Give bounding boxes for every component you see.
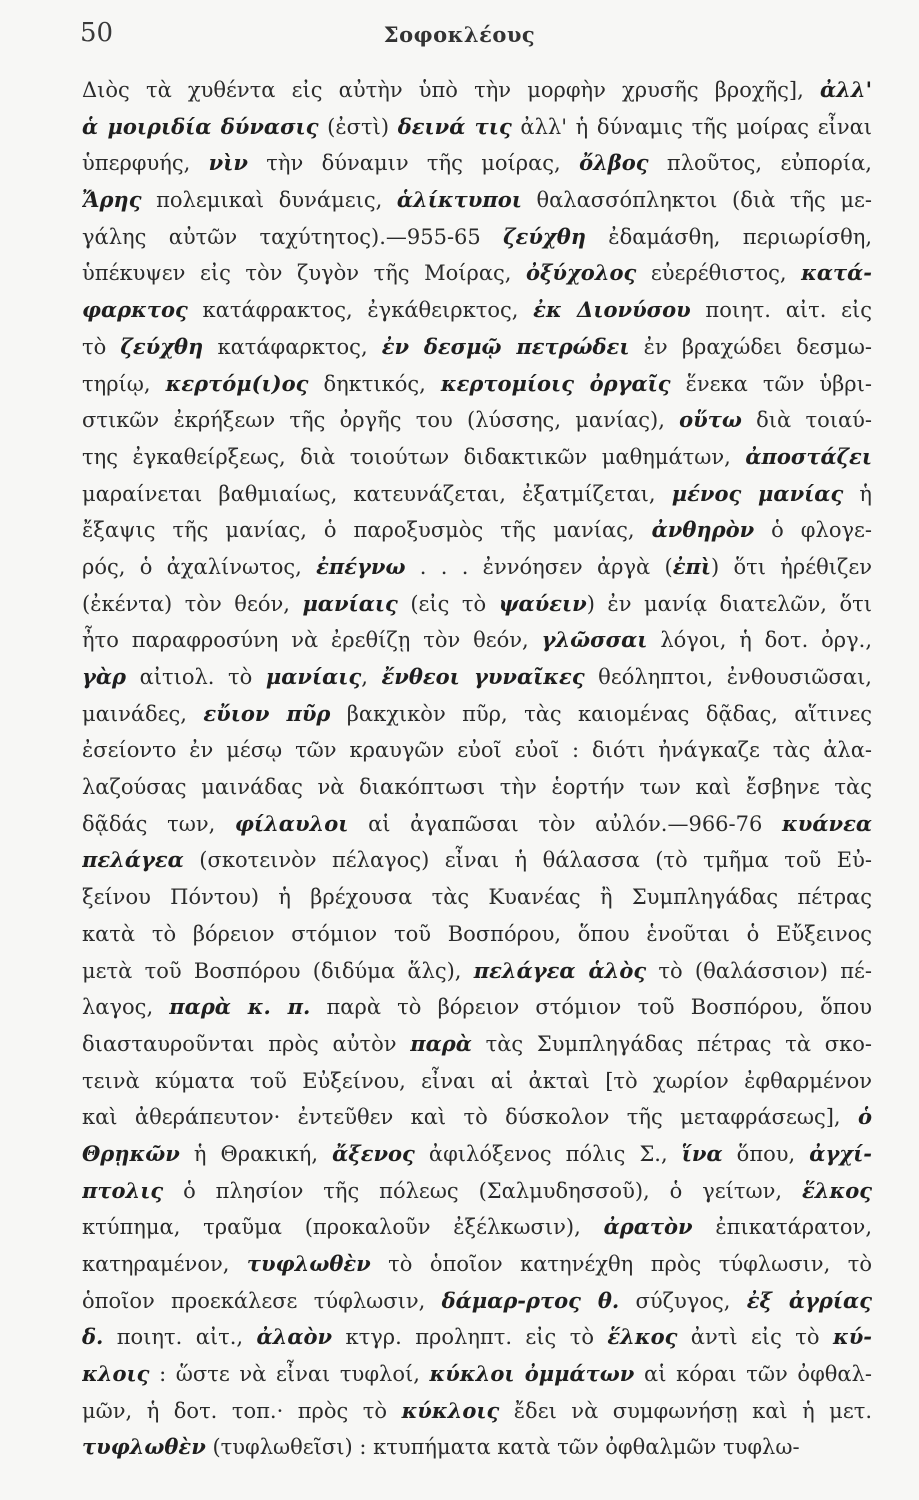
text-line: Διὸς τὰ χυθέντα εἰς αὐτὴν ὑπὸ τὴν μορφὴν χρυσῆς βροχῆς], ἀλλ' bbox=[82, 77, 872, 102]
text-line: δ. ποιητ. αἰτ., ἀλαὸν κτγρ. προληπτ. εἰς τὸ ἕλκος ἀντὶ εἰς τὸ κύ- bbox=[82, 1324, 872, 1350]
text-line: ξείνου Πόντου) ἡ βρέχουσα τὰς Κυανέας ἢ Συμπληγάδας πέτρας bbox=[82, 885, 872, 910]
text-line: τηρίῳ, κερτόμ(ι)ος δηκτικός, κερτομίοις ὀργαῖς ἕνεκα τῶν ὑβρι- bbox=[82, 370, 872, 396]
text-line: δᾷδάς των, φίλαυλοι αἱ ἀγαπῶσαι τὸν αὐλόν.—966-76 κυάνεα bbox=[82, 810, 872, 836]
text-line: ρός, ὁ ἀχαλίνωτος, ἐπέγνω . . . ἐννόησεν ἀργὰ (ἐπὶ) ὅτι ἠρέθιζεν bbox=[82, 553, 872, 579]
text-line: ἐσείοντο ἐν μέσῳ τῶν κραυγῶν εὐοῖ εὐοῖ : διότι ἠνάγκαζε τὰς ἀλα- bbox=[82, 738, 872, 763]
text-line: κατηραμένον, τυφλωθὲν τὸ ὁποῖον κατηνέχθη πρὸς τύφλωσιν, τὸ bbox=[82, 1251, 872, 1276]
page-number: 50 bbox=[80, 18, 114, 48]
text-line: ἁ μοιριδία δύνασις (ἐστὶ) δεινά τις ἀλλ' ἡ δύναμις τῆς μοίρας εἶναι bbox=[82, 113, 872, 139]
running-head: Σοφοκλέους bbox=[383, 22, 536, 47]
text-line: μῶν, ἡ δοτ. τοπ.· πρὸς τὸ κύκλοις ἔδει νὰ συμφωνήσῃ καὶ ἡ μετ. bbox=[82, 1397, 872, 1423]
text-line: μετὰ τοῦ Βοσπόρου (διδύμα ἅλς), πελάγεα ἁλὸς τὸ (θαλάσσιον) πέ- bbox=[82, 957, 872, 983]
commentary-text bbox=[82, 72, 872, 1466]
text-line: γὰρ αἰτιολ. τὸ μανίαις, ἔνθεοι γυναῖκες θεόληπτοι, ἐνθουσιῶσαι, bbox=[82, 664, 872, 689]
text-line: κτύπημα, τραῦμα (προκαλοῦν ἐξέλκωσιν), ἀρατὸν ἐπικατάρατον, bbox=[82, 1214, 872, 1240]
text-line: πελάγεα (σκοτεινὸν πέλαγος) εἶναι ἡ θάλασσα (τὸ τμῆμα τοῦ Εὐ- bbox=[82, 847, 872, 873]
text-line: τεινὰ κύματα τοῦ Εὐξείνου, εἶναι αἱ ἀκταὶ [τὸ χωρίον ἐφθαρμένον bbox=[82, 1068, 872, 1093]
text-line: τὸ ζεύχθη κατάφαρκτος, ἐν δεσμῷ πετρώδει ἐν βραχώδει δεσμω- bbox=[82, 333, 872, 359]
text-line: διασταυροῦνται πρὸς αὐτὸν παρὰ τὰς Συμπληγάδας πέτρας τὰ σκο- bbox=[82, 1030, 872, 1056]
text-line: ὑπέκυψεν εἰς τὸν ζυγὸν τῆς Μοίρας, ὀξύχολος εὐερέθιστος, κατά- bbox=[82, 260, 872, 286]
text-line: μαινάδες, εὔιον πῦρ βακχικὸν πῦρ, τὰς καιομένας δᾷδας, αἵτινες bbox=[82, 700, 872, 726]
text-line: κλοις : ὥστε νὰ εἶναι τυφλοί, κύκλοι ὀμμάτων αἱ κόραι τῶν ὀφθαλ- bbox=[82, 1361, 872, 1387]
text-line: κατὰ τὸ βόρειον στόμιον τοῦ Βοσπόρου, ὅπου ἑνοῦται ὁ Εὔξεινος bbox=[82, 921, 872, 946]
text-line: της ἐγκαθείρξεως, διὰ τοιούτων διδακτικῶν μαθημάτων, ἀποστάζει bbox=[82, 443, 872, 469]
text-line: φαρκτος κατάφρακτος, ἐγκάθειρκτος, ἐκ Διονύσου ποιητ. αἰτ. εἰς bbox=[82, 297, 872, 323]
text-line: γάλης αὐτῶν ταχύτητος).—955-65 ζεύχθη ἐδαμάσθη, περιωρίσθη, bbox=[82, 223, 872, 249]
text-line: λαγος, παρὰ κ. π. παρὰ τὸ βόρειον στόμιον τοῦ Βοσπόρου, ὅπου bbox=[82, 994, 872, 1020]
text-line: Θρῃκῶν ἡ Θρακική, ἄξενος ἀφιλόξενος πόλις Σ., ἵνα ὅπου, ἀγχί- bbox=[82, 1140, 872, 1166]
text-line: Ἄρης πολεμικαὶ δυνάμεις, ἁλίκτυποι θαλασσόπληκτοι (διὰ τῆς με- bbox=[82, 187, 872, 213]
text-line: τυφλωθὲν (τυφλωθεῖσι) : κτυπήματα κατὰ τῶν ὀφθαλμῶν τυφλω- bbox=[82, 1434, 800, 1460]
text-line: μαραίνεται βαθμιαίως, κατευνάζεται, ἐξατμίζεται, μένος μανίας ἡ bbox=[82, 480, 872, 506]
text-line: καὶ ἀθεράπευτον· ἐντεῦθεν καὶ τὸ δύσκολον τῆς μεταφράσεως], ὁ bbox=[82, 1104, 872, 1130]
text-line: ὑπερφυής, νὶν τὴν δύναμιν τῆς μοίρας, ὄλβος πλοῦτος, εὐπορία, bbox=[82, 150, 872, 176]
text-line: ἦτο παραφροσύνη νὰ ἐρεθίζῃ τὸν θεόν, γλῶσσαι λόγοι, ἡ δοτ. ὀργ., bbox=[82, 627, 872, 653]
text-line: ἔξαψις τῆς μανίας, ὁ παροξυσμὸς τῆς μανίας, ἀνθηρὸν ὁ φλογε- bbox=[82, 517, 872, 543]
text-line: πτολις ὁ πλησίον τῆς πόλεως (Σαλμυδησσοῦ), ὁ γείτων, ἕλκος bbox=[82, 1177, 872, 1203]
text-line: (ἐκέντα) τὸν θεόν, μανίαις (εἰς τὸ ψαύειν) ἐν μανίᾳ διατελῶν, ὅτι bbox=[82, 590, 872, 616]
text-line: στικῶν ἐκρήξεων τῆς ὀργῆς του (λύσσης, μανίας), οὕτω διὰ τοιαύ- bbox=[82, 407, 872, 433]
text-line: λαζούσας μαινάδας νὰ διακόπτωσι τὴν ἑορτήν των καὶ ἔσβηνε τὰς bbox=[82, 775, 872, 800]
text-line: ὁποῖον προεκάλεσε τύφλωσιν, δάμαρ-ρτος θ. σύζυγος, ἐξ ἀγρίας bbox=[82, 1287, 872, 1313]
